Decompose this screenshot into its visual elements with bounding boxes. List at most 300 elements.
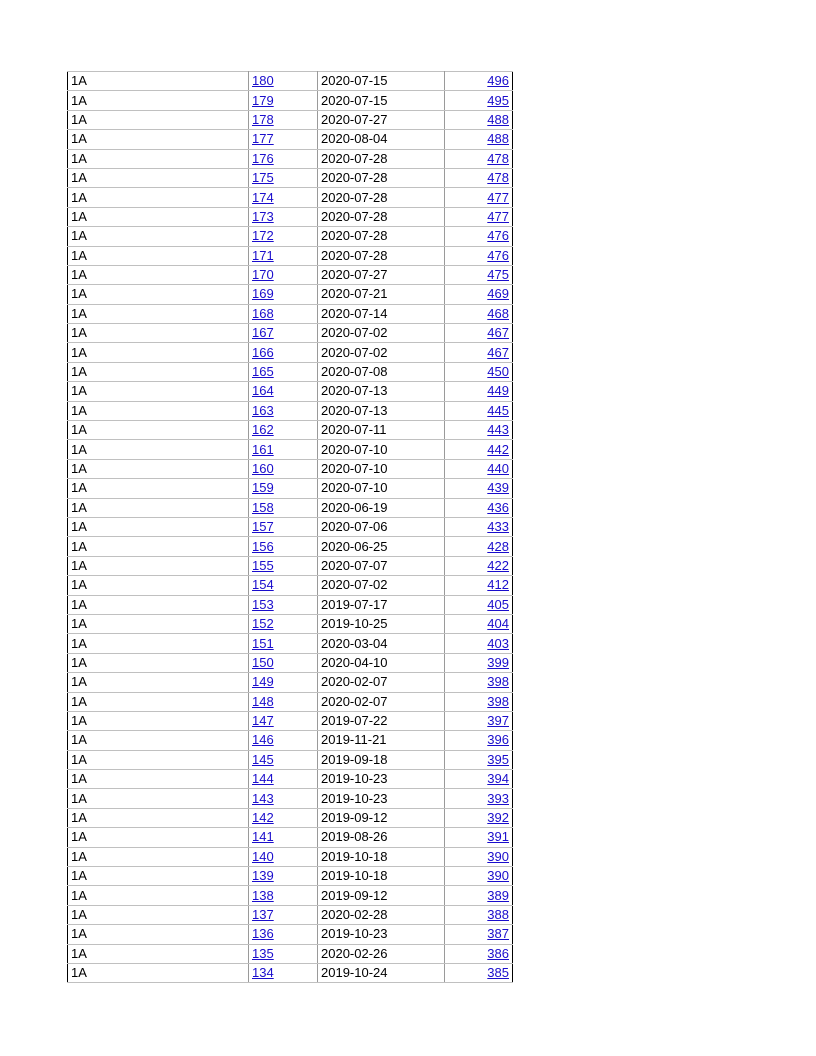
date-cell (318, 537, 445, 556)
id-cell (249, 110, 318, 129)
date-cell: 2020-07-10 (321, 461, 388, 476)
date-cell (318, 808, 445, 827)
date-cell: 2019-10-18 (321, 848, 388, 864)
id-cell (249, 343, 318, 362)
series-cell: 1A (71, 771, 87, 787)
series-cell: 1A (71, 616, 87, 632)
id-link[interactable]: 137 (252, 906, 274, 922)
id-link[interactable]: 158 (252, 499, 274, 515)
table-row (68, 653, 513, 672)
ref-link[interactable]: 469 (487, 286, 509, 302)
date-cell: 2020-07-10 (321, 441, 388, 457)
id-link[interactable]: 175 (252, 170, 274, 186)
id-link[interactable]: 144 (252, 771, 274, 787)
date-cell (318, 130, 445, 149)
ref-link[interactable]: 433 (487, 519, 509, 535)
series-cell: 1A (71, 402, 87, 418)
series-cell: 1A (71, 945, 87, 961)
id-link[interactable]: 138 (252, 887, 274, 903)
series-cell: 1A (71, 480, 87, 496)
ref-link[interactable]: 386 (487, 945, 509, 961)
date-cell: 2019-11-21 (321, 732, 387, 748)
id-cell (249, 130, 318, 149)
ref-link[interactable]: 385 (487, 965, 509, 981)
id-link[interactable]: 153 (252, 596, 274, 612)
ref-link[interactable]: 395 (487, 751, 509, 767)
table-row (68, 324, 513, 343)
data-table (67, 71, 513, 983)
series-cell: 1A (71, 790, 87, 806)
ref-link[interactable]: 393 (487, 790, 509, 806)
date-cell (318, 227, 445, 246)
table-row (68, 304, 513, 323)
date-cell: 2019-08-26 (321, 829, 388, 845)
series-cell (68, 498, 249, 517)
ref-link[interactable]: 440 (487, 461, 509, 476)
date-cell (318, 362, 445, 381)
ref-link[interactable]: 412 (487, 577, 509, 593)
series-cell: 1A (71, 499, 87, 515)
series-cell (68, 207, 249, 226)
date-cell (318, 401, 445, 420)
series-cell: 1A (71, 868, 87, 884)
ref-cell (445, 401, 513, 420)
series-cell: 1A (71, 344, 87, 360)
id-link[interactable]: 170 (252, 267, 274, 283)
ref-link[interactable]: 495 (487, 92, 509, 108)
ref-link[interactable]: 396 (487, 732, 509, 748)
table-row (68, 421, 513, 440)
ref-cell (445, 285, 513, 304)
ref-link[interactable]: 449 (487, 383, 509, 399)
ref-link[interactable]: 391 (487, 829, 509, 845)
date-cell: 2020-08-04 (321, 131, 388, 147)
table-row (68, 343, 513, 362)
date-cell (318, 324, 445, 343)
date-cell (318, 459, 445, 478)
ref-link[interactable]: 488 (487, 131, 509, 147)
id-link[interactable]: 171 (252, 247, 274, 263)
ref-link[interactable]: 392 (487, 810, 509, 826)
series-cell: 1A (71, 848, 87, 864)
date-cell (318, 847, 445, 866)
date-cell (318, 711, 445, 730)
series-cell (68, 459, 249, 478)
date-cell (318, 634, 445, 653)
ref-cell (445, 770, 513, 789)
table-row (68, 72, 513, 91)
table-row (68, 692, 513, 711)
id-link[interactable]: 154 (252, 577, 274, 593)
series-cell (68, 789, 249, 808)
id-cell (249, 905, 318, 924)
table-row (68, 362, 513, 381)
id-cell (249, 711, 318, 730)
ref-link[interactable]: 390 (487, 868, 509, 884)
id-cell (249, 847, 318, 866)
series-cell: 1A (71, 538, 87, 554)
id-cell (249, 421, 318, 440)
date-cell: 2020-02-07 (321, 693, 388, 709)
series-cell (68, 382, 249, 401)
date-cell: 2020-03-04 (321, 635, 388, 651)
id-link[interactable]: 176 (252, 150, 274, 166)
table-row (68, 382, 513, 401)
series-cell (68, 265, 249, 284)
date-cell (318, 343, 445, 362)
id-link[interactable]: 146 (252, 732, 274, 748)
date-cell: 2020-02-28 (321, 906, 388, 922)
table-row (68, 517, 513, 536)
ref-link[interactable]: 394 (487, 771, 509, 787)
series-cell (68, 925, 249, 944)
date-cell: 2020-07-02 (321, 577, 388, 593)
table-row (68, 634, 513, 653)
id-cell (249, 246, 318, 265)
date-cell (318, 265, 445, 284)
ref-link[interactable]: 477 (487, 208, 509, 224)
ref-cell (445, 905, 513, 924)
ref-cell (445, 227, 513, 246)
table-row (68, 576, 513, 595)
ref-cell (445, 886, 513, 905)
id-link[interactable]: 177 (252, 131, 274, 147)
series-cell (68, 731, 249, 750)
table-row (68, 479, 513, 498)
date-cell: 2020-07-02 (321, 344, 388, 360)
ref-cell (445, 653, 513, 672)
table-row (68, 905, 513, 924)
id-cell (249, 285, 318, 304)
series-cell: 1A (71, 906, 87, 922)
series-cell (68, 517, 249, 536)
date-cell (318, 925, 445, 944)
ref-cell (445, 498, 513, 517)
table-row (68, 168, 513, 187)
id-link[interactable]: 162 (252, 422, 274, 438)
id-link[interactable]: 143 (252, 790, 274, 806)
ref-link[interactable]: 389 (487, 887, 509, 903)
ref-cell (445, 265, 513, 284)
id-link[interactable]: 148 (252, 693, 274, 709)
date-cell (318, 285, 445, 304)
ref-cell (445, 72, 513, 91)
id-link[interactable]: 179 (252, 92, 274, 108)
id-cell (249, 614, 318, 633)
series-cell (68, 847, 249, 866)
series-cell (68, 343, 249, 362)
ref-link[interactable]: 390 (487, 848, 509, 864)
date-cell (318, 731, 445, 750)
id-link[interactable]: 159 (252, 480, 274, 496)
date-cell (318, 614, 445, 633)
ref-link[interactable]: 403 (487, 635, 509, 651)
table-row (68, 711, 513, 730)
series-cell (68, 692, 249, 711)
date-cell: 2019-10-25 (321, 616, 388, 632)
id-link[interactable]: 147 (252, 713, 274, 729)
ref-cell (445, 246, 513, 265)
date-cell (318, 673, 445, 692)
series-cell (68, 634, 249, 653)
ref-link[interactable]: 496 (487, 73, 509, 89)
ref-cell (445, 556, 513, 575)
ref-cell (445, 847, 513, 866)
table-row (68, 808, 513, 827)
id-cell (249, 265, 318, 284)
id-cell (249, 556, 318, 575)
series-cell (68, 91, 249, 110)
ref-link[interactable]: 405 (487, 596, 509, 612)
id-cell (249, 91, 318, 110)
id-cell (249, 72, 318, 91)
id-link[interactable]: 167 (252, 325, 274, 341)
series-cell (68, 401, 249, 420)
ref-cell (445, 692, 513, 711)
series-cell (68, 867, 249, 886)
table-row (68, 925, 513, 944)
ref-link[interactable]: 439 (487, 480, 509, 496)
date-cell: 2019-10-23 (321, 926, 388, 942)
series-cell (68, 673, 249, 692)
id-cell (249, 925, 318, 944)
table-row (68, 673, 513, 692)
id-link[interactable]: 142 (252, 810, 274, 826)
date-cell: 2020-07-15 (321, 73, 388, 89)
date-cell: 2020-07-13 (321, 383, 388, 399)
id-link[interactable]: 169 (252, 286, 274, 302)
series-cell (68, 285, 249, 304)
series-cell (68, 653, 249, 672)
series-cell: 1A (71, 577, 87, 593)
id-link[interactable]: 155 (252, 557, 274, 573)
date-cell: 2020-07-15 (321, 92, 388, 108)
date-cell: 2020-02-07 (321, 674, 388, 690)
series-cell: 1A (71, 810, 87, 826)
ref-link[interactable]: 443 (487, 422, 509, 438)
series-cell (68, 614, 249, 633)
id-cell (249, 808, 318, 827)
ref-cell (445, 944, 513, 963)
date-cell: 2020-07-13 (321, 402, 388, 418)
date-cell: 2020-07-27 (321, 111, 388, 127)
id-link[interactable]: 134 (252, 965, 274, 981)
table-row (68, 867, 513, 886)
series-cell (68, 479, 249, 498)
id-link[interactable]: 165 (252, 364, 274, 380)
id-link[interactable]: 161 (252, 441, 274, 457)
id-cell (249, 207, 318, 226)
date-cell: 2020-07-28 (321, 247, 388, 263)
ref-link[interactable]: 404 (487, 616, 509, 632)
date-cell (318, 149, 445, 168)
series-cell (68, 556, 249, 575)
series-cell: 1A (71, 441, 87, 457)
id-link[interactable]: 180 (252, 73, 274, 89)
date-cell: 2019-07-17 (321, 596, 388, 612)
ref-link[interactable]: 476 (487, 247, 509, 263)
ref-cell (445, 110, 513, 129)
ref-cell (445, 479, 513, 498)
id-cell (249, 168, 318, 187)
ref-cell (445, 731, 513, 750)
ref-link[interactable]: 399 (487, 654, 509, 670)
id-cell (249, 789, 318, 808)
series-cell: 1A (71, 732, 87, 748)
ref-cell (445, 168, 513, 187)
id-cell (249, 304, 318, 323)
ref-link[interactable]: 445 (487, 402, 509, 418)
ref-cell (445, 711, 513, 730)
ref-link[interactable]: 467 (487, 344, 509, 360)
series-cell: 1A (71, 267, 87, 283)
ref-cell (445, 808, 513, 827)
date-cell: 2020-07-21 (321, 286, 388, 302)
id-link[interactable]: 151 (252, 635, 274, 651)
ref-link[interactable]: 397 (487, 713, 509, 729)
date-cell (318, 750, 445, 769)
date-cell: 2019-10-24 (321, 965, 388, 981)
id-link[interactable]: 145 (252, 751, 274, 767)
ref-cell (445, 537, 513, 556)
series-cell: 1A (71, 926, 87, 942)
table-row (68, 944, 513, 963)
date-cell (318, 692, 445, 711)
table-row (68, 498, 513, 517)
date-cell (318, 440, 445, 459)
series-cell (68, 72, 249, 91)
table-row (68, 789, 513, 808)
date-cell (318, 479, 445, 498)
id-link[interactable]: 164 (252, 383, 274, 399)
id-link[interactable]: 157 (252, 519, 274, 535)
series-cell: 1A (71, 208, 87, 224)
ref-link[interactable]: 398 (487, 693, 509, 709)
series-cell: 1A (71, 170, 87, 186)
id-link[interactable]: 141 (252, 829, 274, 845)
id-link[interactable]: 172 (252, 228, 274, 244)
ref-link[interactable]: 442 (487, 441, 509, 457)
id-cell (249, 324, 318, 343)
series-cell (68, 168, 249, 187)
ref-link[interactable]: 488 (487, 111, 509, 127)
ref-cell (445, 925, 513, 944)
id-link[interactable]: 156 (252, 538, 274, 554)
series-cell: 1A (71, 751, 87, 767)
series-cell: 1A (71, 829, 87, 845)
date-cell (318, 382, 445, 401)
date-cell: 2020-07-07 (321, 557, 388, 573)
ref-link[interactable]: 422 (487, 557, 509, 573)
ref-cell (445, 207, 513, 226)
id-link[interactable]: 135 (252, 945, 274, 961)
id-link[interactable]: 160 (252, 461, 274, 476)
series-cell: 1A (71, 693, 87, 709)
id-link[interactable]: 152 (252, 616, 274, 632)
id-cell (249, 382, 318, 401)
date-cell (318, 91, 445, 110)
ref-link[interactable]: 468 (487, 305, 509, 321)
date-cell (318, 905, 445, 924)
id-link[interactable]: 178 (252, 111, 274, 127)
id-link[interactable]: 174 (252, 189, 274, 205)
date-cell (318, 595, 445, 614)
series-cell (68, 188, 249, 207)
id-link[interactable]: 150 (252, 654, 274, 670)
ref-link[interactable]: 398 (487, 674, 509, 690)
series-cell (68, 130, 249, 149)
series-cell (68, 304, 249, 323)
id-link[interactable]: 136 (252, 926, 274, 942)
ref-link[interactable]: 388 (487, 906, 509, 922)
table-row (68, 614, 513, 633)
id-link[interactable]: 163 (252, 402, 274, 418)
series-cell: 1A (71, 654, 87, 670)
date-cell: 2020-07-08 (321, 364, 388, 380)
series-cell: 1A (71, 92, 87, 108)
ref-link[interactable]: 450 (487, 364, 509, 380)
series-cell (68, 750, 249, 769)
ref-link[interactable]: 477 (487, 189, 509, 205)
ref-link[interactable]: 428 (487, 538, 509, 554)
ref-cell (445, 867, 513, 886)
ref-cell (445, 343, 513, 362)
ref-link[interactable]: 478 (487, 170, 509, 186)
series-cell (68, 808, 249, 827)
id-cell (249, 188, 318, 207)
ref-link[interactable]: 467 (487, 325, 509, 341)
series-cell: 1A (71, 887, 87, 903)
ref-link[interactable]: 476 (487, 228, 509, 244)
id-cell (249, 634, 318, 653)
series-cell: 1A (71, 305, 87, 321)
series-cell (68, 537, 249, 556)
id-cell (249, 944, 318, 963)
id-cell (249, 595, 318, 614)
ref-link[interactable]: 475 (487, 267, 509, 283)
id-link[interactable]: 173 (252, 208, 274, 224)
id-link[interactable]: 168 (252, 305, 274, 321)
table-row (68, 265, 513, 284)
id-link[interactable]: 139 (252, 868, 274, 884)
series-cell (68, 110, 249, 129)
date-cell: 2019-07-22 (321, 713, 388, 729)
ref-link[interactable]: 436 (487, 499, 509, 515)
date-cell: 2019-10-23 (321, 790, 388, 806)
date-cell (318, 517, 445, 536)
table-row (68, 130, 513, 149)
series-cell: 1A (71, 965, 87, 981)
series-cell: 1A (71, 73, 87, 89)
ref-cell (445, 614, 513, 633)
ref-link[interactable]: 387 (487, 926, 509, 942)
table-row (68, 149, 513, 168)
date-cell: 2020-07-27 (321, 267, 388, 283)
date-cell: 2020-07-28 (321, 208, 388, 224)
series-cell: 1A (71, 383, 87, 399)
series-cell: 1A (71, 713, 87, 729)
series-cell: 1A (71, 228, 87, 244)
ref-cell (445, 517, 513, 536)
id-link[interactable]: 166 (252, 344, 274, 360)
table-body (68, 72, 513, 983)
ref-link[interactable]: 478 (487, 150, 509, 166)
id-link[interactable]: 149 (252, 674, 274, 690)
table-row (68, 188, 513, 207)
id-cell (249, 867, 318, 886)
series-cell (68, 576, 249, 595)
id-link[interactable]: 140 (252, 848, 274, 864)
